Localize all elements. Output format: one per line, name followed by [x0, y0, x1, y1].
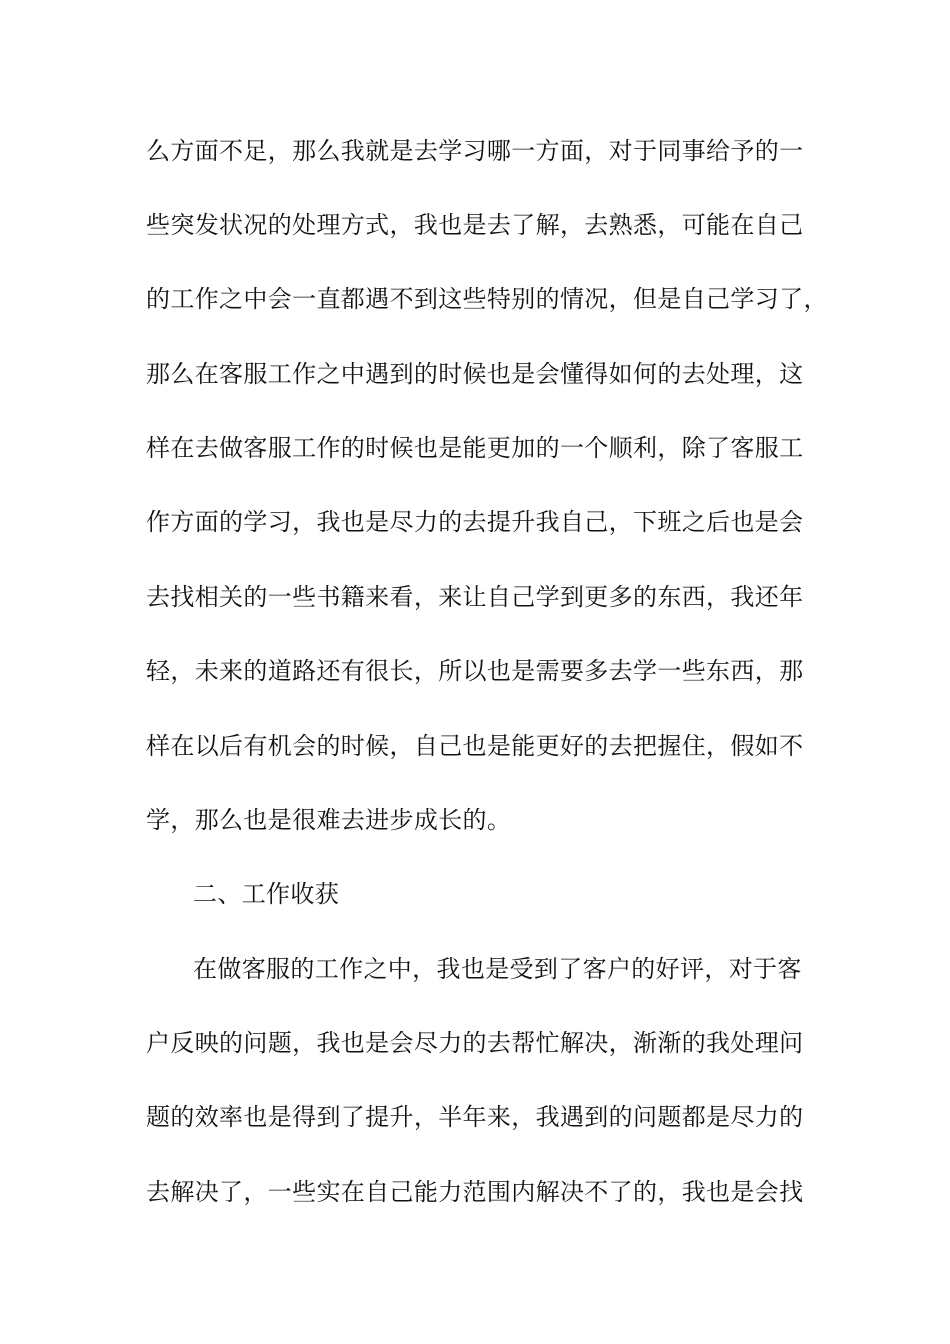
paragraph-line: 那么在客服工作之中遇到的时候也是会懂得如何的去处理，这	[146, 360, 804, 388]
paragraph-line: 在做客服的工作之中，我也是受到了客户的好评，对于客	[193, 955, 802, 983]
paragraph-line: 样在以后有机会的时候，自己也是能更好的去把握住，假如不	[146, 732, 804, 760]
paragraph-line: 的工作之中会一直都遇不到这些特别的情况，但是自己学习了，	[146, 285, 828, 313]
paragraph-line: 么方面不足，那么我就是去学习哪一方面，对于同事给予的一	[146, 137, 804, 165]
paragraph-line: 作方面的学习，我也是尽力的去提升我自己，下班之后也是会	[146, 508, 804, 536]
paragraph-line: 样在去做客服工作的时候也是能更加的一个顺利，除了客服工	[146, 434, 804, 462]
paragraph-line: 户反映的问题，我也是会尽力的去帮忙解决，渐渐的我处理问	[146, 1029, 804, 1057]
paragraph-line: 学，那么也是很难去进步成长的。	[146, 806, 512, 834]
paragraph-line: 去解决了，一些实在自己能力范围内解决不了的，我也是会找	[146, 1178, 804, 1206]
paragraph-line: 去找相关的一些书籍来看，来让自己学到更多的东西，我还年	[146, 583, 804, 611]
paragraph-line: 题的效率也是得到了提升，半年来，我遇到的问题都是尽力的	[146, 1103, 804, 1131]
paragraph-line: 轻，未来的道路还有很长，所以也是需要多去学一些东西，那	[146, 657, 804, 685]
section-heading: 二、工作收获	[193, 880, 340, 908]
paragraph-line: 些突发状况的处理方式，我也是去了解，去熟悉，可能在自己	[146, 211, 804, 239]
